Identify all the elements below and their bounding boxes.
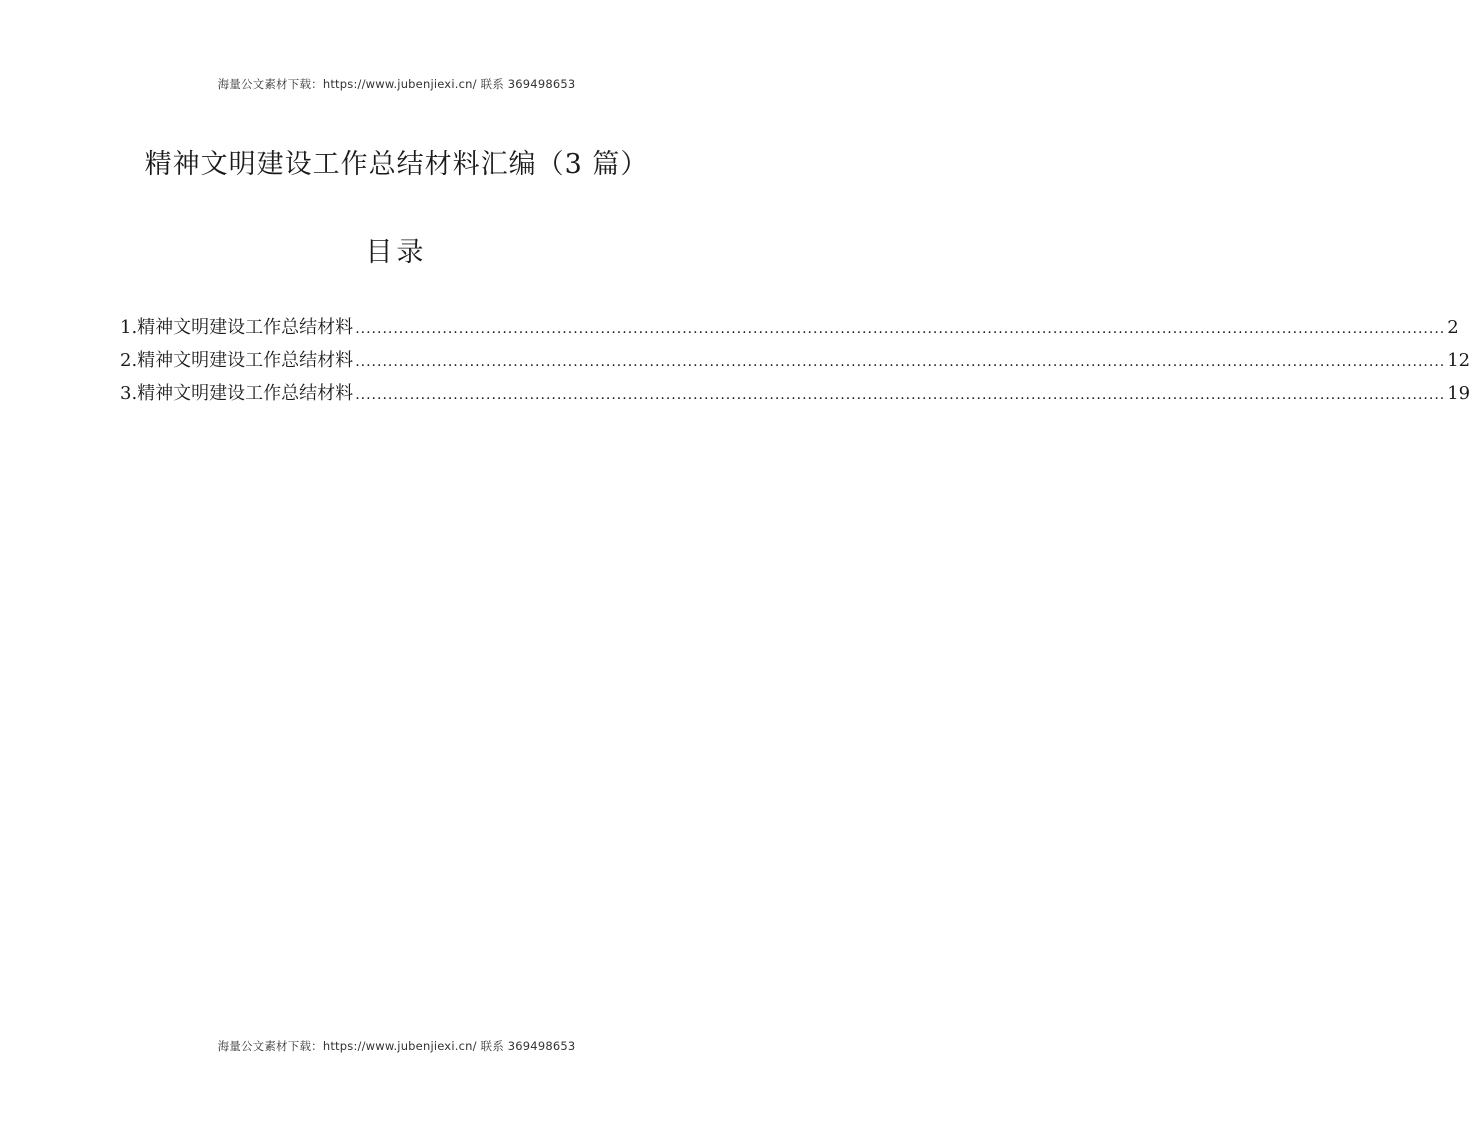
toc-entry-page: 12	[1447, 350, 1470, 371]
table-of-contents	[120, 313, 1470, 412]
toc-entry-label: 2.精神文明建设工作总结材料	[120, 350, 354, 371]
toc-entry-label: 1.精神文明建设工作总结材料	[120, 317, 354, 338]
toc-entry[interactable]	[120, 313, 1459, 346]
toc-leader-dots: ........................................................................................................................................................................................................	[355, 387, 1446, 403]
document-title: 精神文明建设工作总结材料汇编（3 篇）	[144, 149, 649, 180]
toc-heading: 目录	[365, 237, 428, 268]
toc-leader-dots: ........................................................................................................................................................................................................	[355, 354, 1446, 370]
toc-entry[interactable]	[120, 346, 1470, 379]
page-header: 海量公文素材下载：https://www.jubenjiexi.cn/ 联系 369498653	[217, 77, 576, 91]
toc-entry-page: 19	[1447, 383, 1470, 404]
toc-leader-dots: ........................................................................................................................................................................................................	[355, 321, 1446, 337]
toc-entry-label: 3.精神文明建设工作总结材料	[120, 383, 354, 404]
toc-entry[interactable]	[120, 379, 1470, 412]
toc-entry-page: 2	[1447, 317, 1459, 338]
page-footer: 海量公文素材下载：https://www.jubenjiexi.cn/ 联系 369498653	[217, 1039, 576, 1053]
